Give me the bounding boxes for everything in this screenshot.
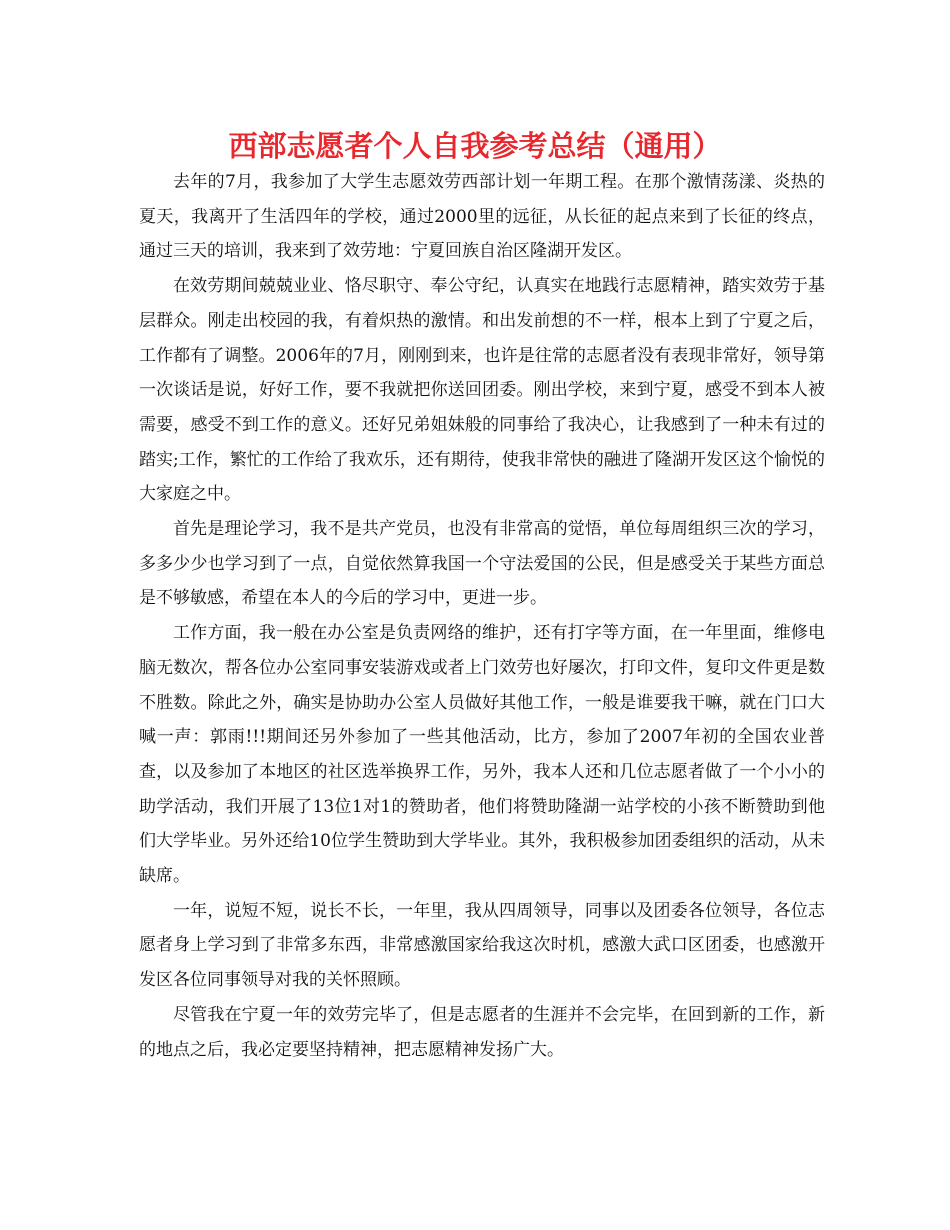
paragraph-2: 在效劳期间兢兢业业、恪尽职守、奉公守纪，认真实在地践行志愿精神，踏实效劳于基层群众。刚走出校园的我，有着炽热的激情。和出发前想的不一样，根本上到了宁夏之后，工作都有了调整。2006年的7月，刚刚到来，也许是往常的志愿者没有表现非常好，领导第一次谈话是说，好好工作，要不我就把你送回团委。刚出学校，来到宁夏，感受不到本人被需要，感受不到工作的意义。还好兄弟姐妹般的同事给了我决心，让我感到了一种未有过的踏实;工作，繁忙的工作给了我欢乐，还有期待，使我非常快的融进了隆湖开发区这个愉悦的大家庭之中。: [139, 276, 825, 505]
document-title: 西部志愿者个人自我参考总结（通用）: [228, 129, 722, 163]
paragraph-3: 首先是理论学习，我不是共产党员，也没有非常高的觉悟，单位每周组织三次的学习，多多少少也学习到了一点，自觉依然算我国一个守法爱国的公民，但是感受关于某些方面总是不够敏感，希望在本人的今后的学习中，更进一步。: [139, 519, 825, 609]
paragraph-4: 工作方面，我一般在办公室是负责网络的维护，还有打字等方面，在一年里面，维修电脑无数次，帮各位办公室同事安装游戏或者上门效劳也好屡次，打印文件，复印文件更是数不胜数。除此之外，确实是协助办公室人员做好其他工作，一般是谁要我干嘛，就在门口大喊一声：郭雨!!!期间还另外参加了一些其他活动，比方，参加了2007年初的全国农业普查，以及参加了本地区的社区选举换界工作，另外，我本人还和几位志愿者做了一个小小的助学活动，我们开展了13位1对1的赞助者，他们将赞助隆湖一站学校的小孩不断赞助到他们大学毕业。另外还给10位学生赞助到大学毕业。其外，我积极参加团委组织的活动，从未缺席。: [139, 623, 825, 887]
paragraph-5: 一年，说短不短，说长不长，一年里，我从四周领导，同事以及团委各位领导，各位志愿者身上学习到了非常多东西，非常感激国家给我这次时机，感激大武口区团委，也感激开发区各位同事领导对我的关怀照顾。: [139, 900, 825, 991]
paragraph-6: 尽管我在宁夏一年的效劳完毕了，但是志愿者的生涯并不会完毕，在回到新的工作，新的地点之后，我必定要坚持精神，把志愿精神发扬广大。: [139, 1004, 825, 1060]
paragraph-1: 去年的7月，我参加了大学生志愿效劳西部计划一年期工程。在那个激情荡漾、炎热的夏天，我离开了生活四年的学校，通过2000里的远征，从长征的起点来到了长征的终点，通过三天的培训，我来到了效劳地：宁夏回族自治区隆湖开发区。: [139, 172, 825, 262]
document-body: [139, 165, 825, 1067]
